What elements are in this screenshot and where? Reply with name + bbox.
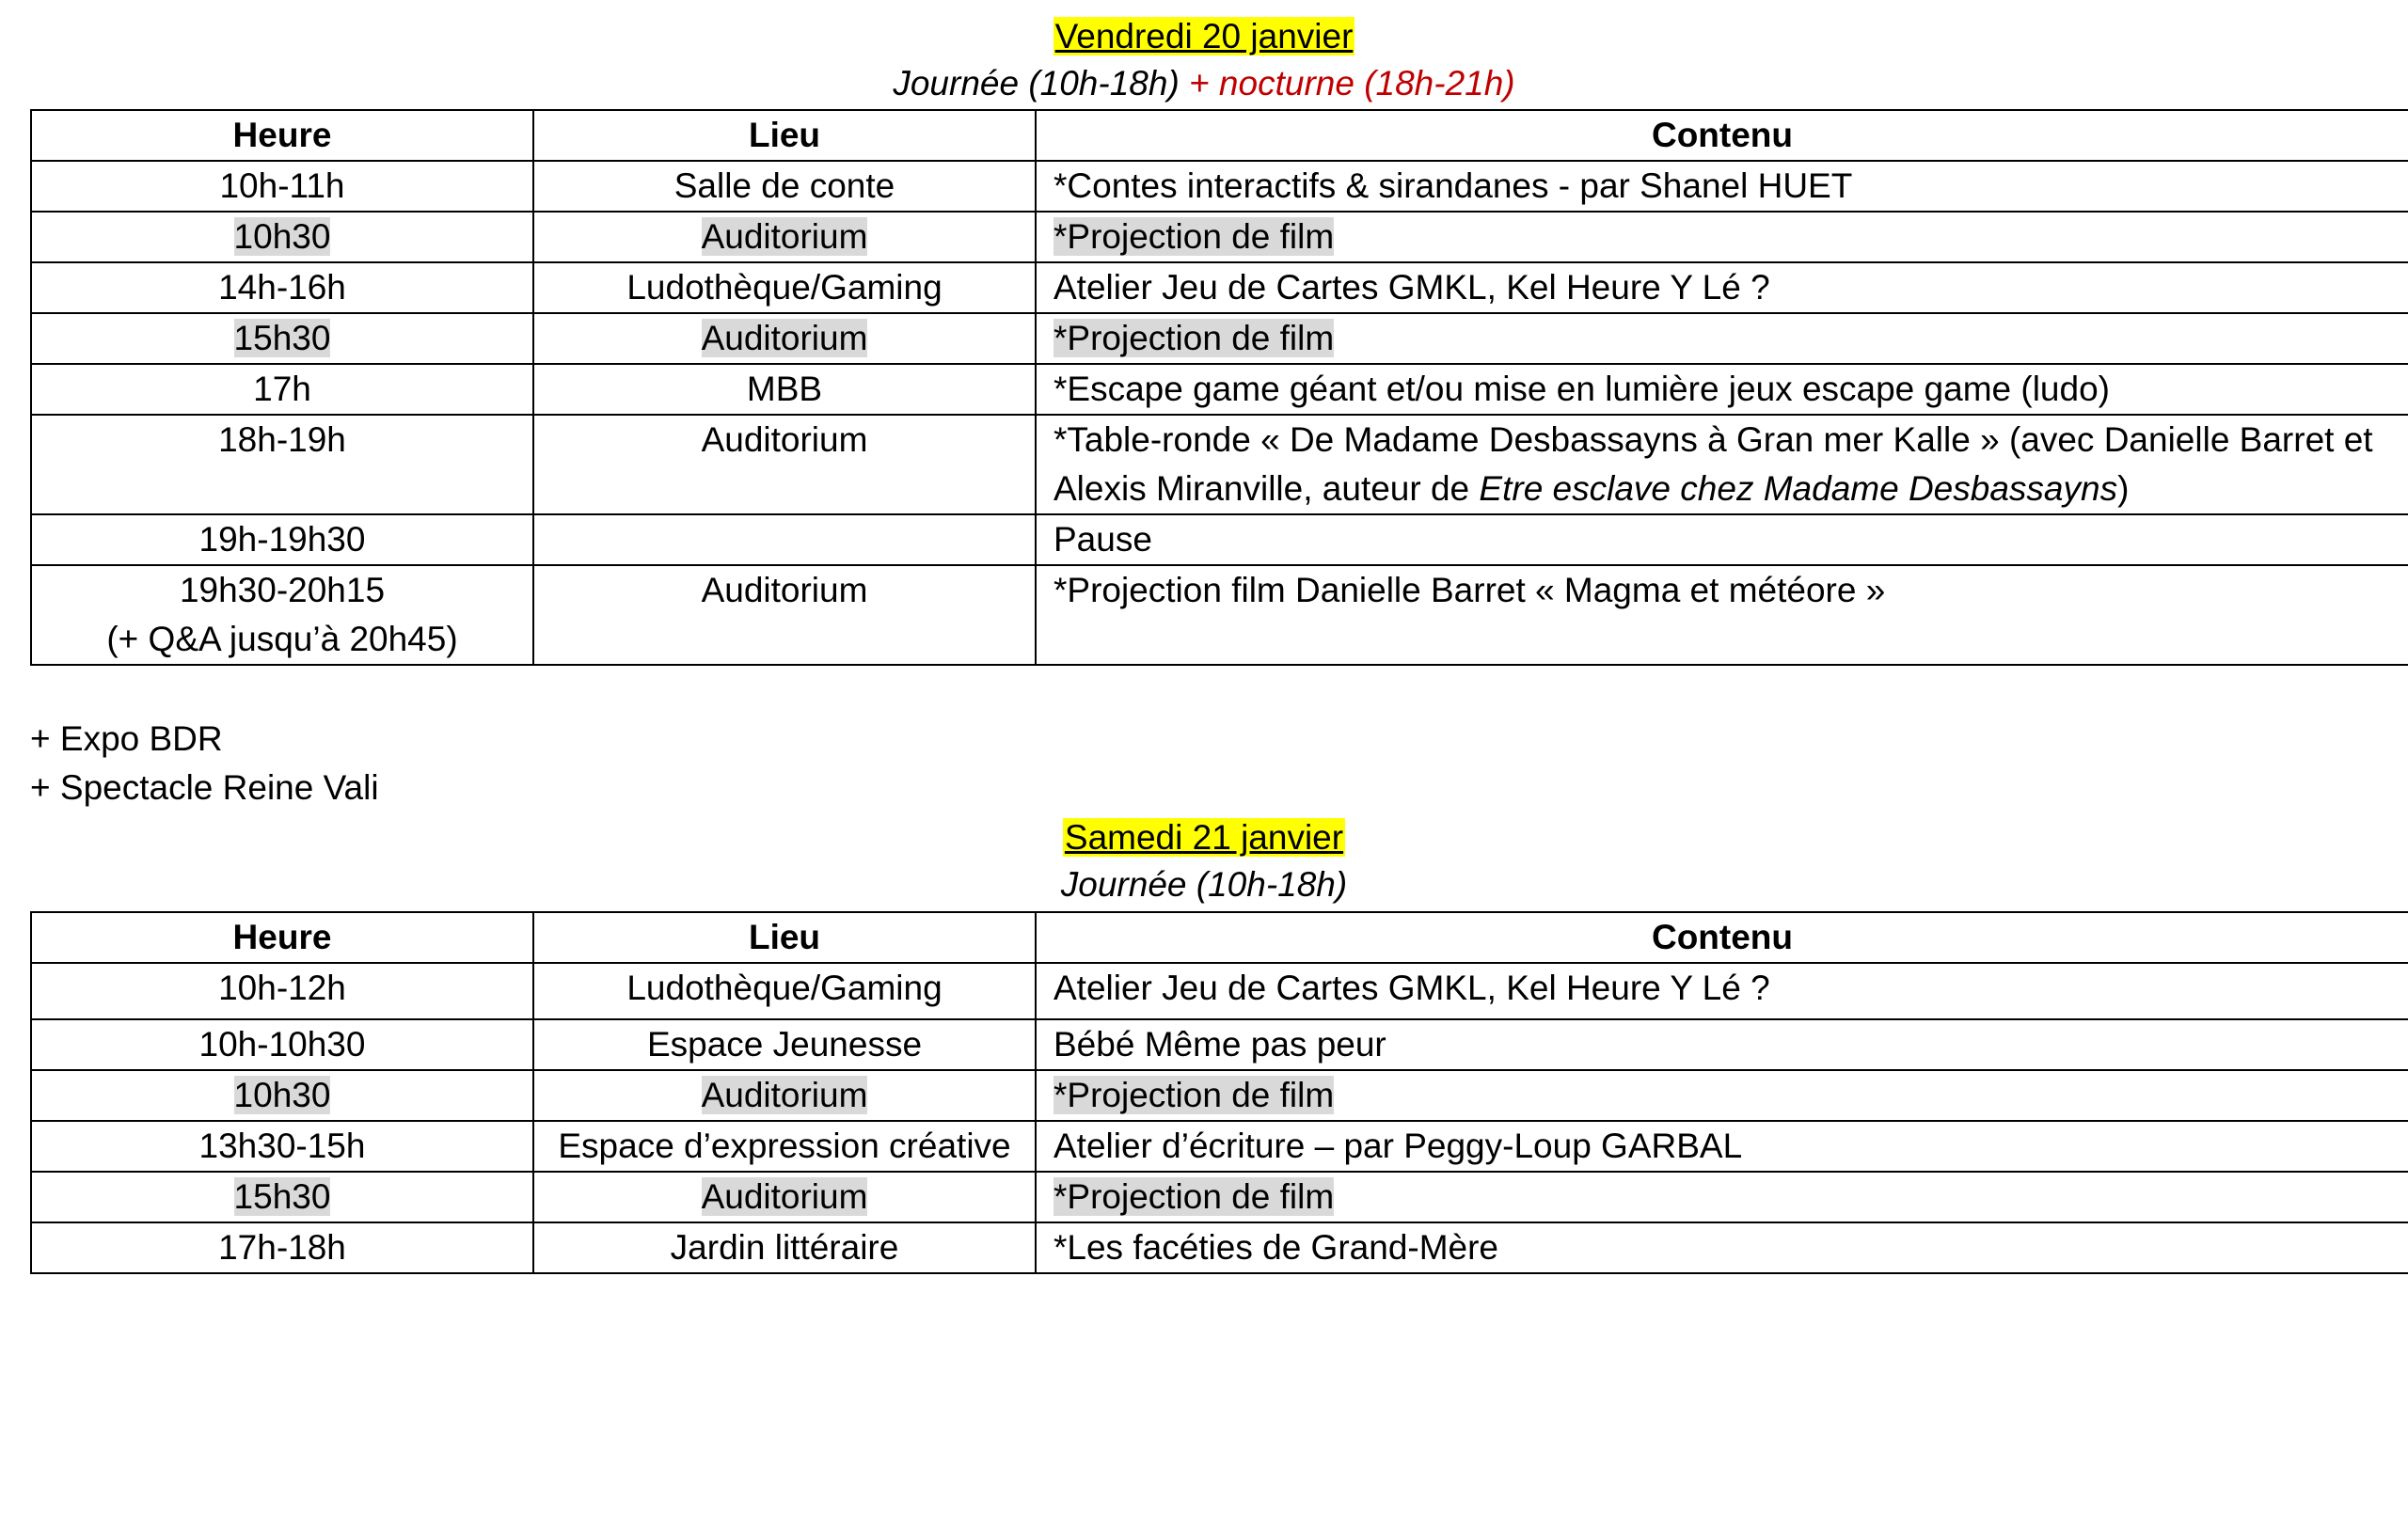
- content-cell: Atelier d’écriture – par Peggy-Loup GARBAL: [1036, 1121, 2408, 1172]
- time-cell: 10h30: [31, 212, 533, 262]
- header-lieu: Lieu: [533, 110, 1036, 161]
- time-cell: 10h-12h: [31, 963, 533, 1019]
- time-cell: 13h30-15h: [31, 1121, 533, 1172]
- table-row: [31, 1070, 2408, 1121]
- table-header-row: [31, 912, 2408, 963]
- place-cell: [533, 514, 1036, 565]
- time-cell: 19h30-20h15 (+ Q&A jusqu’à 20h45): [31, 565, 533, 665]
- time-cell: 19h-19h30: [31, 514, 533, 565]
- table-row: [31, 1019, 2408, 1070]
- time-cell: 17h: [31, 364, 533, 415]
- place-cell: Jardin littéraire: [533, 1222, 1036, 1273]
- content-cell: *Table-ronde « De Madame Desbassayns à Gran mer Kalle » (avec Danielle Barret et Alexis Miranville, auteur de Etre esclave chez Madame Desbassayns): [1036, 415, 2408, 514]
- place-cell: Auditorium: [533, 565, 1036, 665]
- table-row: [31, 514, 2408, 565]
- content-cell: Pause: [1036, 514, 2408, 565]
- time-cell: 15h30: [31, 313, 533, 364]
- friday-subtitle: Journée (10h-18h) + nocturne (18h-21h): [893, 64, 1515, 102]
- place-cell: Auditorium: [533, 1172, 1036, 1222]
- place-cell: Ludothèque/Gaming: [533, 963, 1036, 1019]
- content-cell: Bébé Même pas peur: [1036, 1019, 2408, 1070]
- content-cell: *Les facéties de Grand-Mère: [1036, 1222, 2408, 1273]
- content-cell: Atelier Jeu de Cartes GMKL, Kel Heure Y Lé ?: [1036, 262, 2408, 313]
- table-row: [31, 313, 2408, 364]
- table-row: [31, 161, 2408, 212]
- header-lieu: Lieu: [533, 912, 1036, 963]
- header-contenu: Contenu: [1036, 912, 2408, 963]
- saturday-title: Samedi 21 janvier: [1064, 818, 1344, 857]
- place-cell: Auditorium: [533, 415, 1036, 514]
- table-header-row: [31, 110, 2408, 161]
- content-cell: *Contes interactifs & sirandanes - par Shanel HUET: [1036, 161, 2408, 212]
- place-cell: Espace d’expression créative: [533, 1121, 1036, 1172]
- time-cell: 14h-16h: [31, 262, 533, 313]
- book-title: Etre esclave chez Madame Desbassayns: [1479, 469, 2118, 508]
- table-row: [31, 1222, 2408, 1273]
- saturday-schedule-table: [30, 911, 2408, 1274]
- content-cell: *Projection de film: [1036, 1172, 2408, 1222]
- content-cell: Atelier Jeu de Cartes GMKL, Kel Heure Y Lé ?: [1036, 963, 2408, 1019]
- place-cell: Auditorium: [533, 212, 1036, 262]
- content-cell: *Escape game géant et/ou mise en lumière jeux escape game (ludo): [1036, 364, 2408, 415]
- content-cell: *Projection film Danielle Barret « Magma et météore »: [1036, 565, 2408, 665]
- table-row: [31, 1121, 2408, 1172]
- place-cell: Salle de conte: [533, 161, 1036, 212]
- place-cell: Auditorium: [533, 313, 1036, 364]
- place-cell: Auditorium: [533, 1070, 1036, 1121]
- content-cell: *Projection de film: [1036, 1070, 2408, 1121]
- place-cell: MBB: [533, 364, 1036, 415]
- header-heure: Heure: [31, 912, 533, 963]
- time-cell: 10h-10h30: [31, 1019, 533, 1070]
- time-cell: 10h-11h: [31, 161, 533, 212]
- table-row: [31, 262, 2408, 313]
- table-row: [31, 1172, 2408, 1222]
- header-heure: Heure: [31, 110, 533, 161]
- table-row: [31, 212, 2408, 262]
- extras-list: [30, 715, 379, 812]
- friday-title: Vendredi 20 janvier: [1054, 17, 1354, 55]
- content-cell: *Projection de film: [1036, 212, 2408, 262]
- table-row: [31, 565, 2408, 665]
- time-cell: 15h30: [31, 1172, 533, 1222]
- table-row: [31, 963, 2408, 1019]
- list-item: + Spectacle Reine Vali: [30, 768, 379, 807]
- place-cell: Ludothèque/Gaming: [533, 262, 1036, 313]
- content-cell: *Projection de film: [1036, 313, 2408, 364]
- header-contenu: Contenu: [1036, 110, 2408, 161]
- time-cell: 17h-18h: [31, 1222, 533, 1273]
- friday-schedule-table: [30, 109, 2408, 666]
- time-cell: 10h30: [31, 1070, 533, 1121]
- table-row: [31, 364, 2408, 415]
- place-cell: Espace Jeunesse: [533, 1019, 1036, 1070]
- table-row: [31, 415, 2408, 514]
- time-cell: 18h-19h: [31, 415, 533, 514]
- saturday-subtitle: Journée (10h-18h): [1060, 865, 1348, 904]
- list-item: + Expo BDR: [30, 719, 223, 758]
